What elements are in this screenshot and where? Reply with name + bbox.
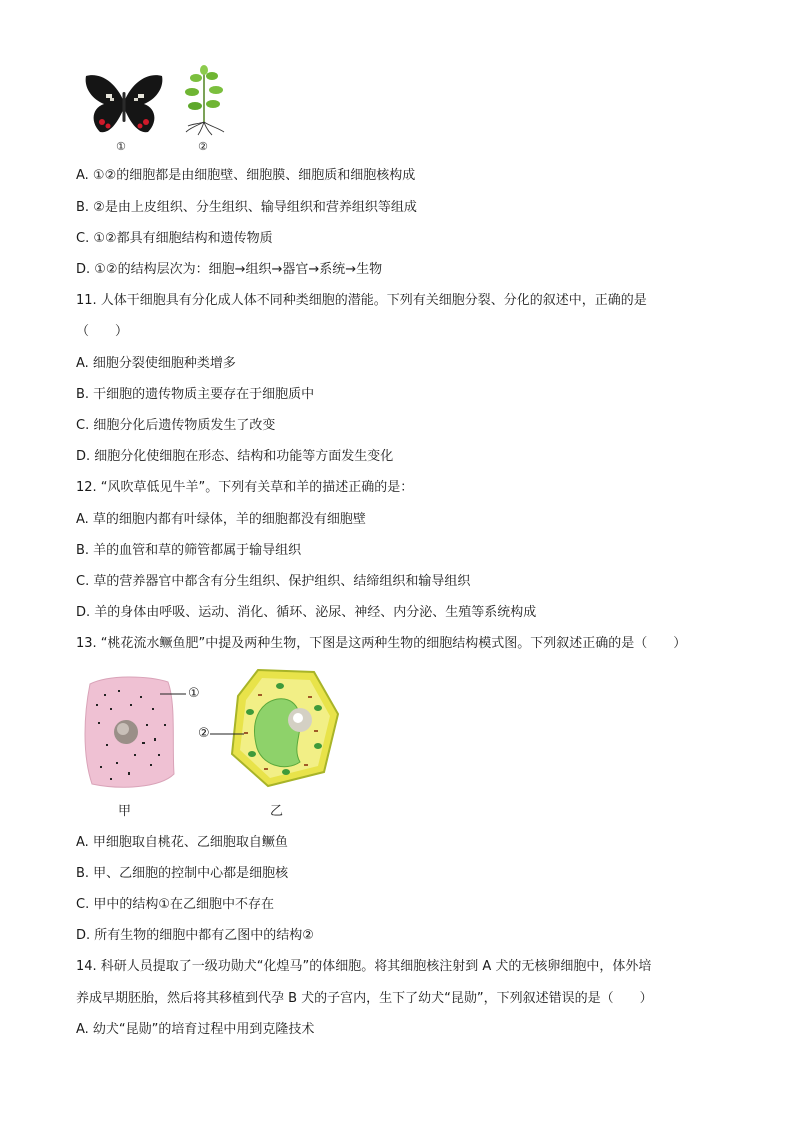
marker2-leader-line xyxy=(210,732,246,736)
q11-option-d: D. 细胞分化使细胞在形态、结构和功能等方面发生变化 xyxy=(76,449,394,464)
cell-a-label: 甲 xyxy=(118,804,132,819)
butterfly-image xyxy=(82,72,166,138)
cell-marker-1: ① xyxy=(188,686,200,701)
figure1-label-2: ② xyxy=(198,140,208,153)
plant-cell-diagram xyxy=(228,668,342,788)
plant-image xyxy=(182,64,228,136)
q11-option-c: C. 细胞分化后遗传物质发生了改变 xyxy=(76,418,276,433)
q10-option-a: A. ①②的细胞都是由细胞壁、细胞膜、细胞质和细胞核构成 xyxy=(76,168,416,183)
q11-stem-line1: 11. 人体干细胞具有分化成人体不同种类细胞的潜能。下列有关细胞分裂、分化的叙述中，正确的是 xyxy=(76,293,647,308)
q10-option-b: B. ②是由上皮组织、分生组织、输导组织和营养组织等组成 xyxy=(76,200,417,215)
q14-stem-line2: 养成早期胚胎，然后将其移植到代孕 B 犬的子宫内，生下了幼犬“昆勋”，下列叙述错误的是（ ） xyxy=(76,991,653,1006)
cell-marker-2: ② xyxy=(198,726,210,741)
q13-stem: 13. “桃花流水鳜鱼肥”中提及两种生物，下图是这两种生物的细胞结构模式图。下列叙述正确的是（ ） xyxy=(76,636,687,651)
cell-b-label: 乙 xyxy=(270,804,284,819)
q13-option-d: D. 所有生物的细胞中都有乙图中的结构② xyxy=(76,928,314,943)
q12-option-b: B. 羊的血管和草的筛管都属于输导组织 xyxy=(76,543,302,558)
q11-option-a: A. 细胞分裂使细胞种类增多 xyxy=(76,356,236,371)
q12-option-a: A. 草的细胞内都有叶绿体，羊的细胞都没有细胞壁 xyxy=(76,512,366,527)
q11-stem-line2: （ ） xyxy=(76,324,129,339)
marker1-leader-line xyxy=(160,692,190,696)
q12-option-c: C. 草的营养器官中都含有分生组织、保护组织、结缔组织和输导组织 xyxy=(76,574,471,589)
q10-option-d: D. ①②的结构层次为：细胞→组织→器官→系统→生物 xyxy=(76,262,383,277)
q14-option-a: A. 幼犬“昆勋”的培育过程中用到克隆技术 xyxy=(76,1022,315,1037)
q11-option-b: B. 干细胞的遗传物质主要存在于细胞质中 xyxy=(76,387,315,402)
q10-option-c: C. ①②都具有细胞结构和遗传物质 xyxy=(76,231,273,246)
q12-option-d: D. 羊的身体由呼吸、运动、消化、循环、泌尿、神经、内分泌、生殖等系统构成 xyxy=(76,605,537,620)
q12-stem: 12. “风吹草低见牛羊”。下列有关草和羊的描述正确的是： xyxy=(76,480,414,495)
q13-option-b: B. 甲、乙细胞的控制中心都是细胞核 xyxy=(76,866,289,881)
q13-option-c: C. 甲中的结构①在乙细胞中不存在 xyxy=(76,897,274,912)
figure1-label-1: ① xyxy=(116,140,126,153)
q13-option-a: A. 甲细胞取自桃花、乙细胞取自鳜鱼 xyxy=(76,835,288,850)
q14-stem-line1: 14. 科研人员提取了一级功勋犬“化煌马”的体细胞。将其细胞核注射到 A 犬的无核卵细胞中，体外培 xyxy=(76,959,652,974)
